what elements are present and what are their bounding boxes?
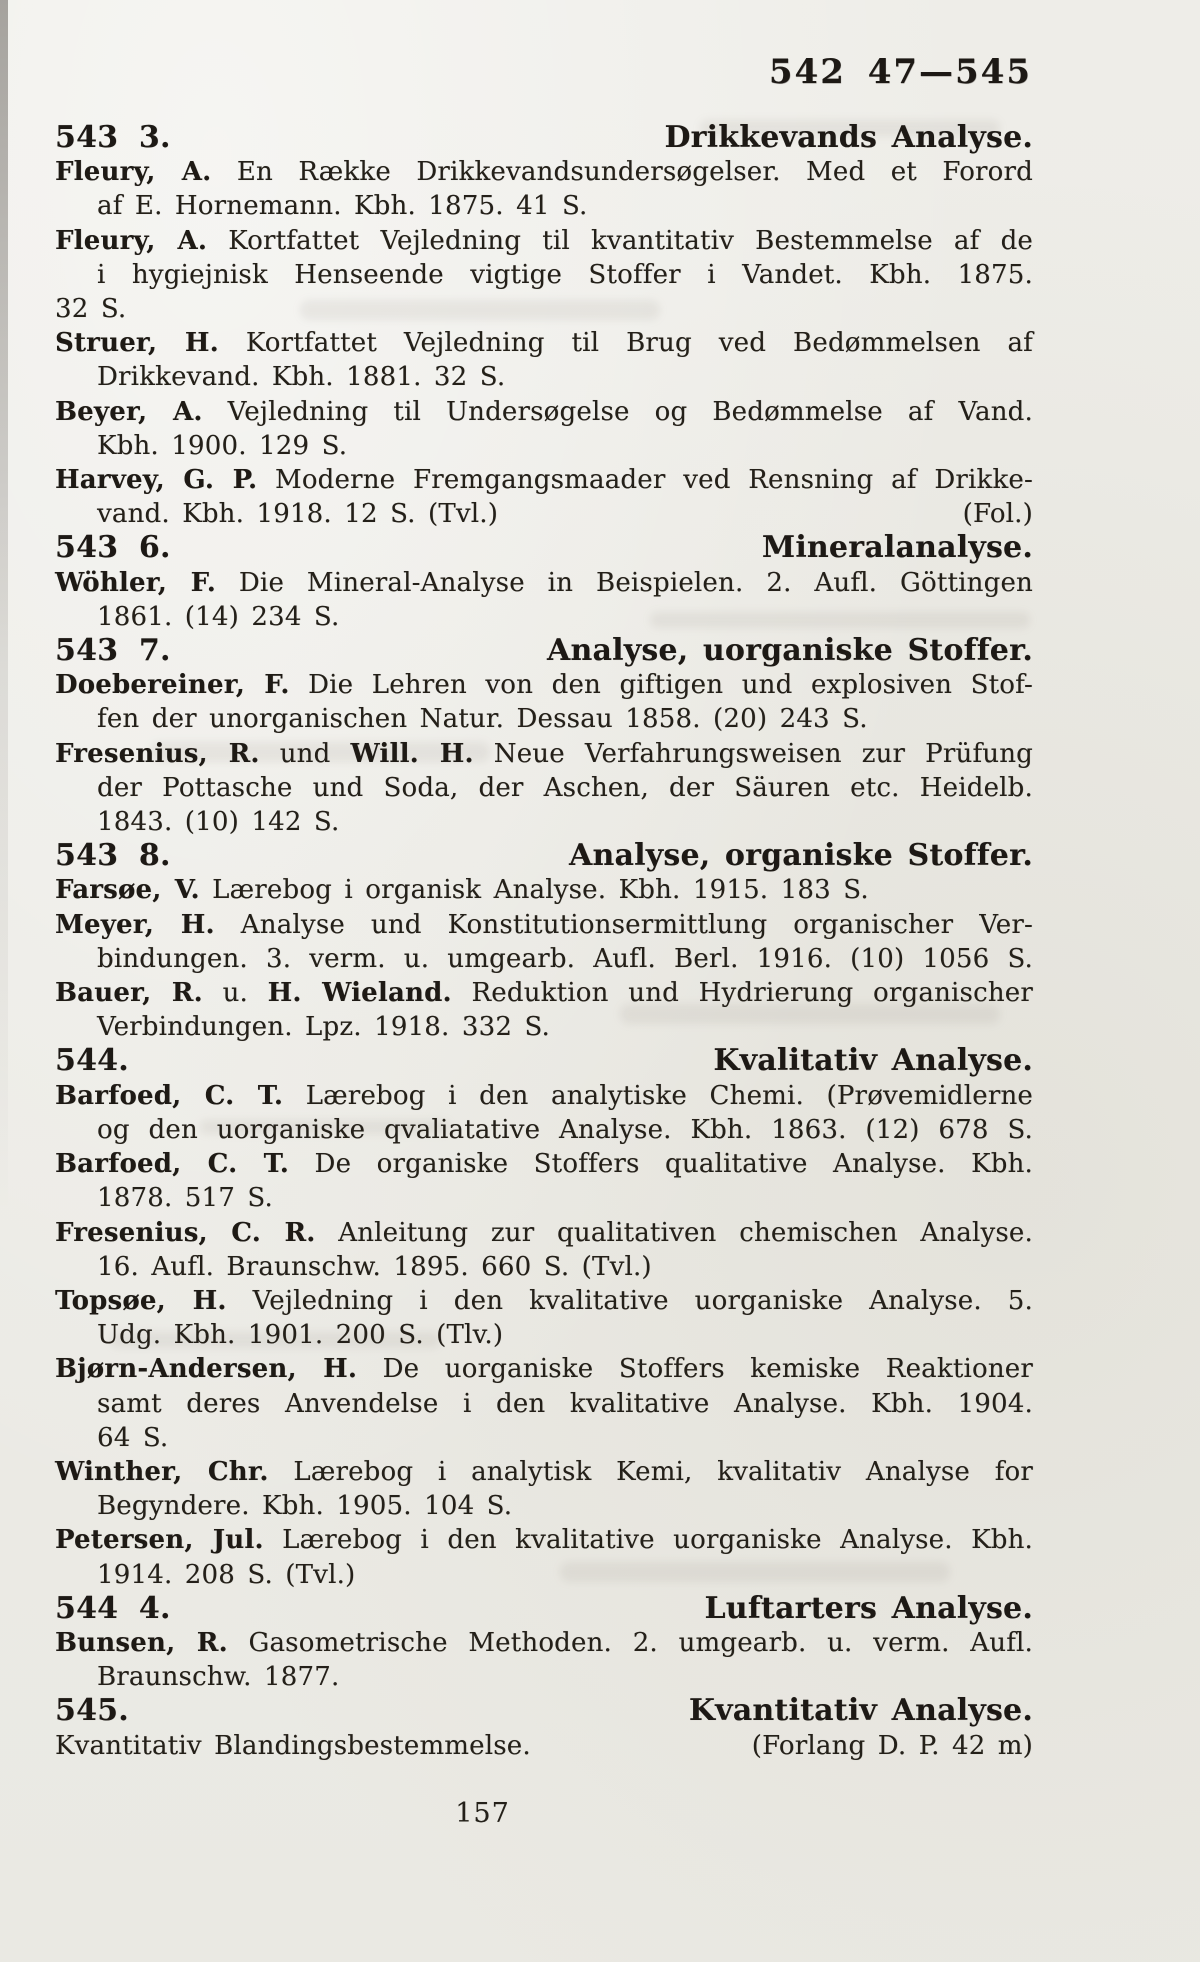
entry-line	[55, 1318, 1033, 1352]
author-name: Will. H.	[350, 738, 474, 769]
entry-line	[55, 155, 1033, 189]
author-name: Bjørn-Andersen, H.	[55, 1354, 358, 1385]
entry-text: Reduktion und Hydrierung organischer	[451, 978, 1034, 1009]
entry-text: bindungen. 3. verm. u. umgearb. Aufl. Berl. 1916. (10) 1056 S.	[97, 943, 1033, 974]
author-name: Fleury, A.	[55, 225, 208, 256]
entry-line	[55, 600, 1033, 634]
entry-line	[55, 976, 1033, 1010]
entry-line	[55, 1113, 1033, 1147]
entry-text: Die Mineral-Analyse in Beispielen. 2. Aufl. Göttingen	[215, 567, 1034, 598]
entry-line	[55, 1352, 1033, 1386]
author-name: H. Wieland.	[267, 978, 452, 1009]
section-title: Kvalitativ Analyse.	[713, 1043, 1033, 1079]
entry-line	[55, 1489, 1033, 1523]
section-heading-line	[55, 531, 1033, 565]
entry-line	[55, 1010, 1033, 1044]
entry-line	[55, 908, 1033, 942]
entry-line	[55, 873, 1033, 907]
section-title: Analyse, uorganiske Stoffer.	[546, 633, 1033, 669]
bibliography-text-block	[55, 121, 1033, 1763]
section-heading-line	[55, 634, 1033, 668]
entry-text: Lærebog i organisk Analyse. Kbh. 1915. 183 S.	[199, 875, 869, 906]
section-heading-line	[55, 839, 1033, 873]
author-name: Wöhler, F.	[55, 567, 216, 598]
entry-line	[55, 224, 1033, 258]
entry-line	[55, 942, 1033, 976]
author-name: Meyer, H.	[55, 909, 215, 940]
author-name: Barfoed, C. T.	[55, 1080, 284, 1111]
entry-text: Kbh. 1900. 129 S.	[97, 430, 348, 461]
entry-line	[55, 497, 1033, 531]
entry-line	[55, 395, 1033, 429]
entry-text: Kortfattet Vejledning til kvantitativ Bestemmelse af de	[207, 225, 1033, 256]
entry-text: fen der unorganischen Natur. Dessau 1858. (20) 243 S.	[97, 704, 868, 735]
author-name: Doebereiner, F.	[55, 670, 290, 701]
author-name: Petersen, Jul.	[55, 1525, 264, 1556]
entry-text: Vejledning i den kvalitative uorganiske Analyse. 5.	[226, 1285, 1034, 1316]
author-name: Bunsen, R.	[55, 1627, 228, 1658]
entry-line	[55, 1181, 1033, 1215]
entry-line	[55, 1455, 1033, 1489]
entry-text: Braunschw. 1877.	[97, 1662, 340, 1693]
section-heading-line	[55, 1694, 1033, 1728]
entry-text: En Række Drikkevandsundersøgelser. Med et Forord	[211, 157, 1034, 188]
entry-line	[55, 292, 1033, 326]
section-number: 543 8.	[55, 838, 171, 874]
author-name: Barfoed, C. T.	[55, 1149, 290, 1180]
entry-line	[55, 805, 1033, 839]
entry-text: Vejledning til Undersøgelse og Bedømmelse af Vand.	[202, 396, 1033, 427]
entry-text: Anleitung zur qualitativen chemischen Analyse.	[315, 1217, 1033, 1248]
entry-line	[55, 1626, 1033, 1660]
entry-line	[55, 702, 1033, 736]
section-title: Drikkevands Analyse.	[664, 120, 1033, 155]
section-number: 543 6.	[55, 530, 171, 566]
entry-line	[55, 1250, 1033, 1284]
section-title: Luftarters Analyse.	[704, 1590, 1033, 1626]
entry-line	[55, 1284, 1033, 1318]
entry-text: vand. Kbh. 1918. 12 S. (Tvl.)	[97, 499, 499, 530]
section-number: 544 4.	[55, 1590, 171, 1626]
entry-text: 1861. (14) 234 S.	[97, 601, 340, 632]
entry-line	[55, 429, 1033, 463]
section-heading-line	[55, 121, 1033, 155]
entry-text: 32 S.	[55, 294, 127, 325]
format-note: (Forlang D. P. 42 m)	[751, 1730, 1033, 1761]
entry-text: af E. Hornemann. Kbh. 1875. 41 S.	[97, 191, 588, 222]
entry-text: 1843. (10) 142 S.	[97, 807, 340, 838]
entry-line	[55, 360, 1033, 394]
author-name: Farsøe, V.	[55, 875, 200, 906]
entry-text: Udg. Kbh. 1901. 200 S. (Tlv.)	[97, 1320, 504, 1351]
entry-line	[55, 1660, 1033, 1694]
entry-line	[55, 1558, 1033, 1592]
section-heading-line	[55, 1044, 1033, 1078]
entry-text: De uorganiske Stoffers kemiske Reaktioner	[357, 1354, 1033, 1385]
entry-text: und	[259, 738, 351, 769]
entry-line	[55, 1523, 1033, 1557]
entry-text: Gasometrische Methoden. 2. umgearb. u. verm. Aufl.	[227, 1627, 1034, 1658]
author-name: Winther, Chr.	[55, 1456, 269, 1487]
section-title: Analyse, organiske Stoffer.	[569, 838, 1033, 874]
entry-line	[55, 1729, 1033, 1763]
author-name: Harvey, G. P.	[55, 465, 258, 496]
entry-line	[55, 771, 1033, 805]
author-name: Topsøe, H.	[55, 1285, 227, 1316]
entry-text: Neue Verfahrungsweisen zur Prüfung	[473, 738, 1034, 769]
scan-edge-shadow	[0, 0, 8, 1216]
section-title: Kvantitativ Analyse.	[688, 1693, 1033, 1729]
entry-text: 1914. 208 S. (Tvl.)	[97, 1559, 356, 1590]
author-name: Fresenius, C. R.	[55, 1217, 316, 1248]
entry-text: Die Lehren von den giftigen und explosiven Stof-	[289, 670, 1034, 701]
entry-text: Drikkevand. Kbh. 1881. 32 S.	[97, 362, 506, 393]
section-number: 543 3.	[55, 120, 171, 155]
entry-line	[55, 1079, 1033, 1113]
entry-text: u.	[202, 978, 268, 1009]
entry-line	[55, 566, 1033, 600]
entry-text: 1878. 517 S.	[97, 1183, 273, 1214]
running-head: 542 47—545	[768, 52, 1032, 92]
entry-text: Lærebog i analytisk Kemi, kvalitativ Analyse for	[268, 1456, 1033, 1487]
entry-text: De organiske Stoffers qualitative Analyse. Kbh.	[289, 1149, 1033, 1180]
entry-text: Moderne Fremgangsmaader ved Rensning af Drikke-	[257, 465, 1033, 496]
entry-text: Verbindungen. Lpz. 1918. 332 S.	[97, 1012, 551, 1043]
page-number: 157	[455, 1798, 510, 1829]
section-title: Mineralanalyse.	[761, 530, 1033, 566]
entry-line	[55, 1216, 1033, 1250]
entry-line	[55, 463, 1033, 497]
entry-text: Lærebog i den analytiske Chemi. (Prøvemidlerne	[283, 1080, 1033, 1111]
section-number: 543 7.	[55, 633, 171, 669]
entry-text: og den uorganiske qvaliatative Analyse. Kbh. 1863. (12) 678 S.	[97, 1114, 1033, 1145]
entry-text: Lærebog i den kvalitative uorganiske Analyse. Kbh.	[263, 1525, 1033, 1556]
entry-line	[55, 1147, 1033, 1181]
entry-line	[55, 189, 1033, 223]
entry-text: Analyse und Konstitutionsermittlung organischer Ver-	[214, 909, 1033, 940]
section-number: 545.	[55, 1693, 129, 1729]
entry-text: i hygiejnisk Henseende vigtige Stoffer i Vandet. Kbh. 1875.	[97, 259, 1033, 290]
author-name: Fresenius, R.	[55, 738, 260, 769]
author-name: Beyer, A.	[55, 396, 203, 427]
entry-line	[55, 1421, 1033, 1455]
entry-text: Begyndere. Kbh. 1905. 104 S.	[97, 1491, 513, 1522]
author-name: Fleury, A.	[55, 157, 212, 188]
entry-text: Kvantitativ Blandingsbestemmelse.	[55, 1730, 531, 1761]
entry-line	[55, 668, 1033, 702]
entry-text: der Pottasche und Soda, der Aschen, der Säuren etc. Heidelb.	[97, 772, 1033, 803]
entry-text: 64 S.	[97, 1422, 169, 1453]
entry-line	[55, 737, 1033, 771]
entry-text: 16. Aufl. Braunschw. 1895. 660 S. (Tvl.)	[97, 1251, 652, 1282]
section-heading-line	[55, 1592, 1033, 1626]
author-name: Bauer, R.	[55, 978, 203, 1009]
entry-line	[55, 1387, 1033, 1421]
format-note: (Fol.)	[962, 499, 1033, 530]
author-name: Struer, H.	[55, 328, 219, 359]
entry-text: Kortfattet Vejledning til Brug ved Bedømmelsen af	[218, 328, 1033, 359]
section-number: 544.	[55, 1043, 129, 1079]
entry-line	[55, 258, 1033, 292]
entry-line	[55, 326, 1033, 360]
entry-text: samt deres Anvendelse i den kvalitative Analyse. Kbh. 1904.	[97, 1388, 1033, 1419]
